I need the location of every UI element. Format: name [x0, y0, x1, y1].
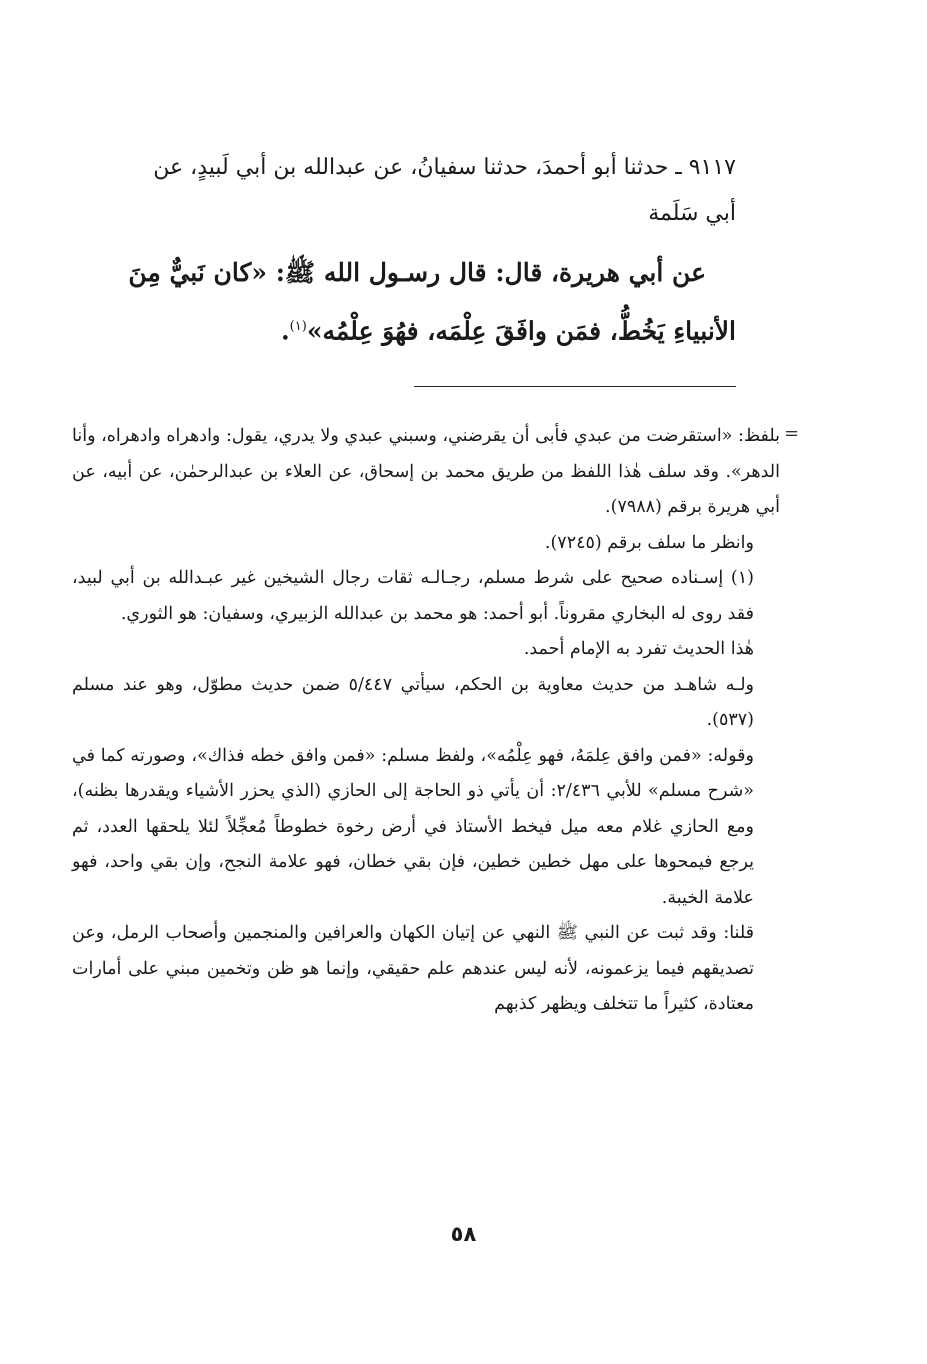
isnad-line: أبي سَلَمة	[648, 201, 736, 226]
matn-line: الأنبياءِ يَخُطُّ، فمَن وافَقَ عِلْمَه، فهُوَ عِلْمُه»	[306, 316, 736, 346]
continuation-mark: =	[784, 423, 800, 444]
footnote-marker[interactable]: (١)	[289, 319, 307, 334]
footnote-paragraph: وقوله: «فمن وافق عِلمَهُ، فهو عِلْمُه»، ولفظ مسلم: «فمن وافق خطه فذاك»، وصورته كما في «شرح مسلم» للأبي ٢/٤٣٦: أن يأتي ذو الحاجة إلى الحازي (الذي يحزر الأشياء ويقدرها بظنه)، ومع الحازي غلام معه ميل فيخط الأستاذ في أرض رخوة خطوطاً مُعجِّلاً لئلا يلحقها العدد، ثم يرجع فيمحوها على مهل خطين خطين، فإن بقي خطان، فهو علامة النجح، وإن بقي واحد، فهو علامة الخيبة.	[72, 745, 754, 908]
footnote-paragraph: وانظر ما سلف برقم (٧٢٤٥).	[544, 532, 754, 553]
footnote-paragraph: قلنا: وقد ثبت عن النبي ﷺ النهي عن إتيان الكهان والعرافين والمنجمين وأصحاب الرمل، وعن تصديقهم فيما يزعمونه، لأنه ليس عندهم علم حقيقي، وإنما هو ظن وتخمين مبني على أمارات معتادة، كثيراً ما تتخلف ويظهر كذبهم	[72, 923, 754, 1014]
isnad-line: ٩١١٧ ـ حدثنا أبو أحمدَ، حدثنا سفيانُ، عن عبدالله بن أبي لَبيدٍ، عن	[153, 155, 736, 180]
footnote-paragraph: هٰذا الحديث تفرد به الإمام أحمد.	[523, 639, 754, 659]
footnote-paragraph: بلفظ: «استقرضت من عبدي فأبى أن يقرضني، وسبني عبدي ولا يدري، يقول: وادهراه وادهراه، وأنا الدهر». وقد سلف هٰذا اللفظ من طريق محمد بن إسحاق، عن العلاء بن عبدالرحمٰن، عن أبيه، عن أبي هريرة برقم (٧٩٨٨).	[72, 426, 780, 517]
page-number: ٥٨	[450, 1222, 477, 1246]
hadith-isnad	[68, 145, 736, 237]
footnote-separator	[414, 386, 736, 387]
matn-line-last	[68, 300, 736, 358]
footnotes	[72, 419, 780, 1023]
hadith-matn	[68, 246, 736, 358]
footnote-paragraph: ولـه شاهـد من حديث معاوية بن الحكم، سيأتي ٥/٤٤٧ ضمن حديث مطوّل، وهو عند مسلم (٥٣٧).	[72, 674, 755, 730]
footnote-paragraph: (١) إسـناده صحيح على شرط مسلم، رجـالـه ثقات رجال الشيخين غير عبـدالله بن أبي لبيد، فقد روى له البخاري مقروناً. أبو أحمد: هو محمد بن عبدالله الزبيري، وسفيان: هو الثوري.	[72, 568, 754, 624]
matn-end: .	[280, 316, 290, 346]
matn-line: عن أبي هريرة، قال: قال رسـول الله ﷺ: «كان نَبيٌّ مِنَ	[128, 258, 706, 287]
